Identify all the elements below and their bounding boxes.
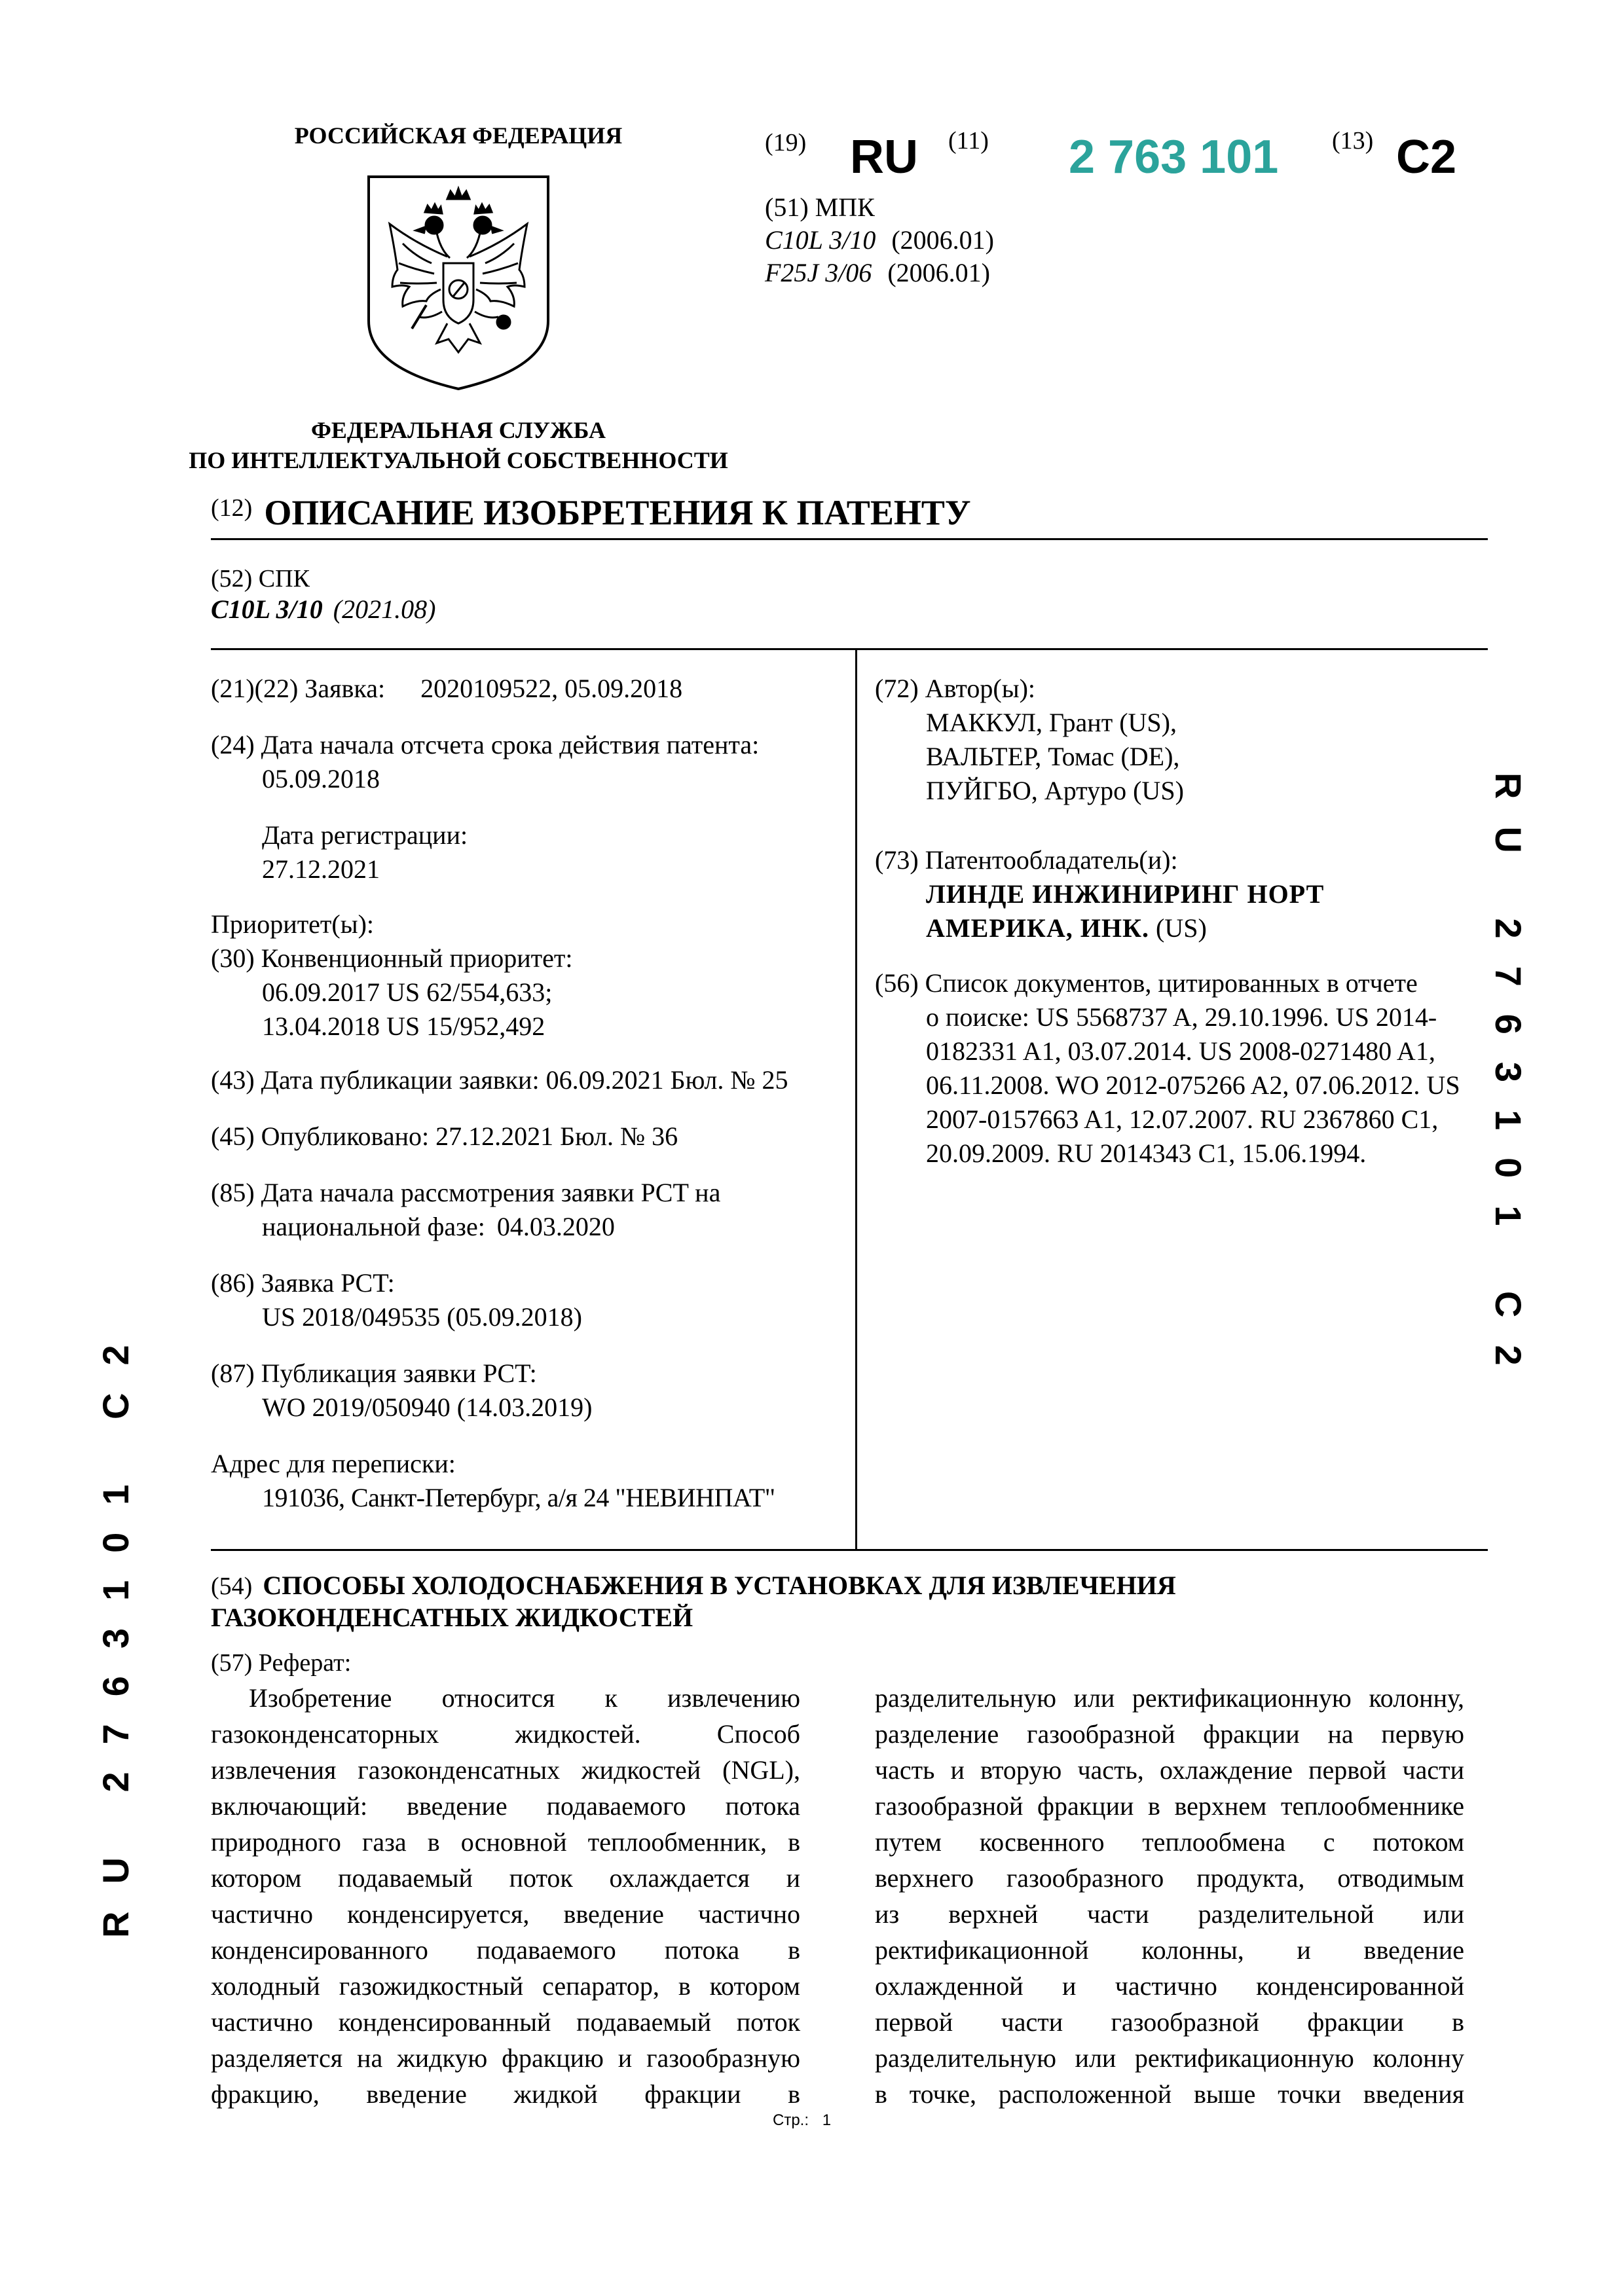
published-label: (45) Опубликовано: bbox=[211, 1121, 430, 1151]
convention-line-1: 06.09.2017 US 62/554,633; bbox=[262, 977, 553, 1007]
abstract-line: разделяется на жидкую фракцию и газообразную bbox=[211, 2043, 800, 2073]
pct-publication-block bbox=[211, 1357, 592, 1425]
app-pub-date: 06.09.2021 bbox=[545, 1065, 664, 1095]
cpc-label: (52) СПК bbox=[211, 565, 310, 592]
kind-code: C2 bbox=[1396, 131, 1457, 183]
abstract-line: разделительную или ректификационную колонну, bbox=[875, 1683, 1464, 1713]
author-name: ПУЙГБО, Артуро (US) bbox=[926, 776, 1184, 805]
page-number-footer bbox=[773, 2111, 831, 2130]
code-13: (13) bbox=[1332, 127, 1374, 155]
term-start-label: (24) Дата начала отсчета срока действия патента: bbox=[211, 730, 760, 759]
author-name: ВАЛЬТЕР, Томас (DE), bbox=[926, 742, 1180, 771]
title-line-2: ГАЗОКОНДЕНСАТНЫХ ЖИДКОСТЕЙ bbox=[211, 1603, 693, 1632]
abstract-line: фракцию, введение жидкой фракции в bbox=[211, 2079, 800, 2109]
convention-label: (30) Конвенционный приоритет: bbox=[211, 943, 573, 973]
pct-app-value: US 2018/049535 (05.09.2018) bbox=[262, 1302, 582, 1332]
abstract-right-column bbox=[875, 1680, 1464, 2112]
abstract-left-column bbox=[211, 1680, 800, 2112]
owner-block bbox=[875, 843, 1324, 945]
cited-label: (56) Список документов, цитированных в отчете bbox=[875, 968, 1418, 998]
abstract-line: из верхней части разделительной или bbox=[875, 1899, 1464, 1929]
ipc-row-2 bbox=[765, 257, 990, 289]
address-label: Адрес для переписки: bbox=[211, 1449, 456, 1478]
abstract-line: природного газа в основной теплообменник, в bbox=[211, 1827, 800, 1857]
abstract-line: часть и вторую часть, охлаждение первой части bbox=[875, 1755, 1464, 1785]
abstract-line: первой части газообразной фракции в bbox=[875, 2007, 1464, 2037]
side-code-left: RU 2763101 C2 bbox=[95, 1317, 136, 1938]
owner-line-2: АМЕРИКА, ИНК. bbox=[926, 913, 1149, 943]
ipc-row-1 bbox=[765, 224, 994, 257]
owner-line-2-row bbox=[875, 911, 1324, 945]
cited-line: о поиске: US 5568737 A, 29.10.1996. US 2014- bbox=[926, 1002, 1437, 1032]
pct-pub-label: (87) Публикация заявки PCT: bbox=[211, 1358, 537, 1388]
doc-title bbox=[211, 492, 971, 533]
country-name: РОССИЙСКАЯ ФЕДЕРАЦИЯ bbox=[294, 122, 623, 149]
pct-application-block bbox=[211, 1266, 582, 1334]
divider-cpc bbox=[211, 648, 1488, 650]
application-label: (21)(22) Заявка: bbox=[211, 674, 386, 703]
cited-line: 20.09.2009. RU 2014343 C1, 15.06.1994. bbox=[926, 1139, 1367, 1168]
pct-national-value: 04.03.2020 bbox=[496, 1212, 615, 1241]
abstract-line: частично конденсируется, введение частично bbox=[211, 1899, 800, 1929]
priority-label: Приоритет(ы): bbox=[211, 909, 375, 939]
abstract-line: газообразной фракции в верхнем теплообменнике bbox=[875, 1791, 1464, 1821]
code-19: (19) bbox=[765, 129, 807, 156]
abstract-line: частично конденсированный подаваемый поток bbox=[211, 2007, 800, 2037]
ipc-class: C10L 3/10 bbox=[765, 225, 876, 255]
abstract-line: Изобретение относится к извлечению bbox=[249, 1683, 800, 1713]
country-code: RU bbox=[850, 131, 918, 183]
agency-line-2: ПО ИНТЕЛЛЕКТУАЛЬНОЙ СОБСТВЕННОСТИ bbox=[189, 447, 728, 473]
cited-line: 2007-0157663 A1, 12.07.2007. RU 2367860 C1, bbox=[926, 1104, 1439, 1134]
divider-top bbox=[211, 538, 1488, 540]
authors-label: (72) Автор(ы): bbox=[875, 674, 1035, 703]
divider-bottom bbox=[211, 1549, 1488, 1551]
doc-title-text: ОПИСАНИЕ ИЗОБРЕТЕНИЯ К ПАТЕНТУ bbox=[264, 493, 971, 532]
registration-value: 27.12.2021 bbox=[262, 854, 380, 884]
app-publication-row bbox=[211, 1063, 788, 1097]
ipc-class: F25J 3/06 bbox=[765, 258, 872, 287]
ipc-version: (2006.01) bbox=[891, 225, 994, 255]
abstract-line: холодный газожидкостный сепаратор, в котором bbox=[211, 1971, 800, 2001]
owner-country: (US) bbox=[1156, 913, 1207, 943]
pct-national-row bbox=[211, 1210, 720, 1244]
application-value: 2020109522, 05.09.2018 bbox=[420, 674, 683, 703]
doc-title-code: (12) bbox=[211, 494, 253, 522]
code-11: (11) bbox=[948, 127, 989, 155]
term-start-value: 05.09.2018 bbox=[262, 764, 380, 793]
pct-national-label-2: национальной фазе: bbox=[262, 1212, 485, 1241]
agency-line-1: ФЕДЕРАЛЬНАЯ СЛУЖБА bbox=[311, 417, 606, 443]
published-row bbox=[211, 1120, 678, 1154]
author-name: МАККУЛ, Грант (US), bbox=[926, 708, 1177, 737]
page-label: Стр.: bbox=[773, 2111, 809, 2129]
cpc-class: C10L 3/10 bbox=[211, 594, 323, 624]
cited-line: 06.11.2008. WO 2012-075266 A2, 07.06.2012. US bbox=[926, 1070, 1460, 1100]
abstract-line: котором подаваемый поток охлаждается и bbox=[211, 1863, 800, 1893]
abstract-line: конденсированного подаваемого потока в bbox=[211, 1935, 800, 1965]
double-headed-eagle-icon bbox=[363, 172, 553, 394]
app-pub-label: (43) Дата публикации заявки: bbox=[211, 1065, 540, 1095]
application-row bbox=[211, 672, 682, 706]
abstract-line: путем косвенного теплообмена с потоком bbox=[875, 1827, 1464, 1857]
convention-line-2: 13.04.2018 US 15/952,492 bbox=[262, 1011, 545, 1041]
address-block bbox=[211, 1447, 775, 1515]
abstract-line: в точке, расположенной выше точки введения bbox=[875, 2079, 1464, 2109]
pct-national-label-1: (85) Дата начала рассмотрения заявки PCT на bbox=[211, 1178, 721, 1207]
authors-block bbox=[875, 672, 1184, 808]
owner-line-1: ЛИНДЕ ИНЖИНИРИНГ НОРТ bbox=[926, 879, 1325, 909]
app-pub-bulletin: Бюл. № 25 bbox=[670, 1065, 788, 1095]
coat-of-arms-shield bbox=[363, 172, 553, 394]
title-line-1: СПОСОБЫ ХОЛОДОСНАБЖЕНИЯ В УСТАНОВКАХ ДЛЯ ИЗВЛЕЧЕНИЯ bbox=[263, 1571, 1176, 1600]
abstract-line: ректификационной колонны, и введение bbox=[875, 1935, 1464, 1965]
patent-number: 2 763 101 bbox=[1069, 131, 1279, 183]
cited-line: 0182331 A1, 03.07.2014. US 2008-0271480 A1, bbox=[926, 1036, 1435, 1066]
pct-pub-value: WO 2019/050940 (14.03.2019) bbox=[262, 1393, 593, 1422]
abstract-line: включающий: введение подаваемого потока bbox=[211, 1791, 800, 1821]
abstract-line: охлажденной и частично конденсированной bbox=[875, 1971, 1464, 2001]
cpc-value bbox=[211, 593, 435, 626]
side-code-right: RU 2763101 C2 bbox=[1488, 773, 1529, 1393]
owner-label: (73) Патентообладатель(и): bbox=[875, 845, 1178, 875]
registration-block bbox=[262, 818, 468, 886]
abstract-line: разделение газообразной фракции на первую bbox=[875, 1719, 1464, 1749]
title-code: (54) bbox=[211, 1573, 253, 1600]
abstract-line: разделительную или ректификационную колонну bbox=[875, 2043, 1464, 2073]
priority-block bbox=[211, 907, 573, 1044]
page-number: 1 bbox=[822, 2111, 832, 2129]
invention-title bbox=[211, 1570, 1176, 1601]
abstract-line: верхнего газообразного продукта, отводимым bbox=[875, 1863, 1464, 1893]
registration-label: Дата регистрации: bbox=[262, 820, 468, 850]
abstract-line: извлечения газоконденсатных жидкостей (NGL), bbox=[211, 1755, 800, 1785]
abstract-label: (57) Реферат: bbox=[211, 1649, 352, 1677]
ipc-version: (2006.01) bbox=[887, 258, 990, 287]
abstract-line: газоконденсаторных жидкостей. Способ bbox=[211, 1719, 800, 1749]
term-start-block bbox=[211, 728, 759, 796]
address-value: 191036, Санкт-Петербург, а/я 24 "НЕВИНПАТ" bbox=[262, 1483, 775, 1512]
cpc-version: (2021.08) bbox=[333, 594, 436, 624]
ipc-label: (51) МПК bbox=[765, 192, 875, 222]
published-bulletin: Бюл. № 36 bbox=[560, 1121, 678, 1151]
pct-app-label: (86) Заявка PCT: bbox=[211, 1268, 395, 1298]
pct-national-block bbox=[211, 1176, 720, 1244]
column-divider bbox=[855, 648, 857, 1550]
published-date: 27.12.2021 bbox=[435, 1121, 554, 1151]
cited-documents-block bbox=[875, 966, 1460, 1171]
